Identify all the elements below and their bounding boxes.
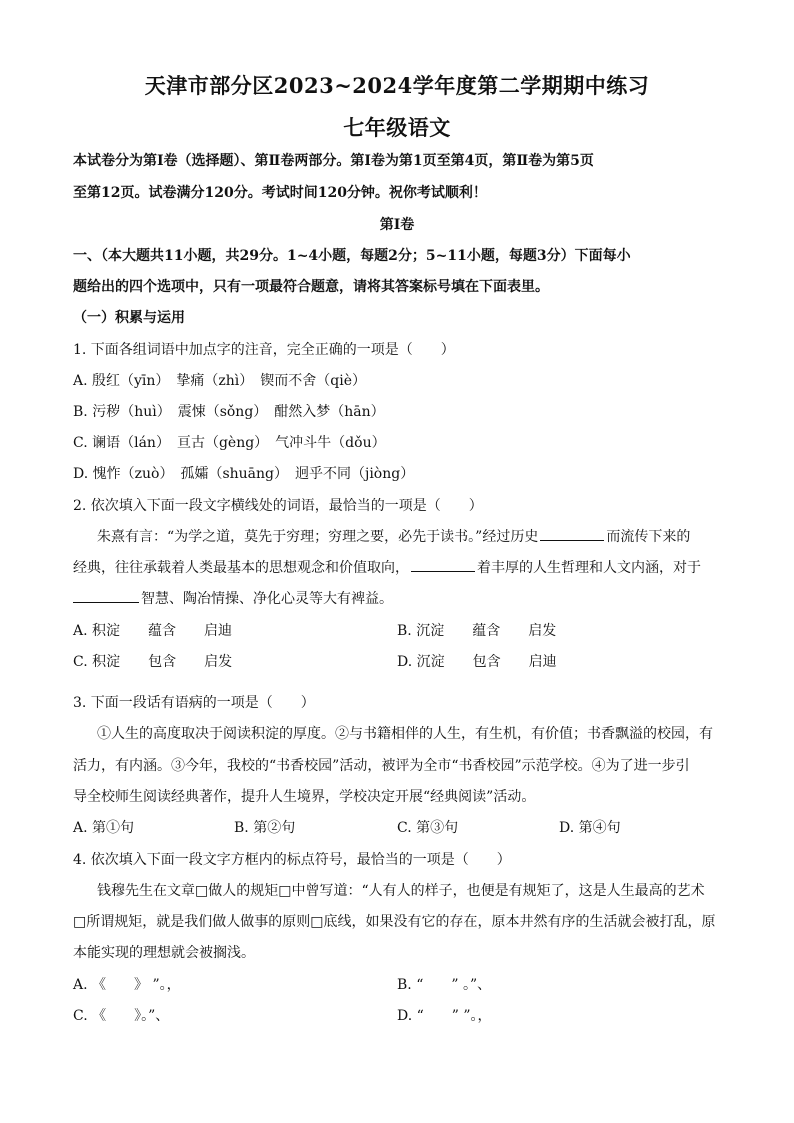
subsection-heading: （一）积累与运用 bbox=[73, 310, 185, 326]
q2-passage-text: 朱熹有言：“为学之道，莫先于穷理；穷理之要，必先于读书。”经过历史 bbox=[97, 529, 539, 545]
q2-passage-line-3 bbox=[73, 588, 723, 608]
q3-option-a: A. 第①句 bbox=[73, 820, 135, 836]
answer-blank bbox=[411, 559, 475, 572]
section-1-line-1: 一、（本大题共11小题，共29分。1~4小题，每题2分；5~11小题，每题3分）下面每小 bbox=[73, 248, 631, 264]
q3-passage-line-1: ①人生的高度取决于阅读积淀的厚度。②与书籍相伴的人生，有生机，有价值；书香飘溢的校园，有 bbox=[97, 726, 713, 742]
q1-option-c: C. 谰语（lán） 亘古（gèng） 气冲斗牛（dǒu） bbox=[73, 435, 386, 451]
q2-passage-line-2 bbox=[73, 557, 723, 577]
q2-passage-text: 而流传下来的 bbox=[606, 529, 691, 545]
q3-option-b: B. 第②句 bbox=[234, 820, 296, 836]
q2-option-c: C. 积淀 包含 启发 bbox=[73, 654, 233, 670]
q2-passage-text: 着丰厚的人生哲理和人文内涵，对于 bbox=[477, 560, 701, 576]
q4-option-d: D. “ ” ”。， bbox=[397, 1008, 492, 1024]
q2-option-a: A. 积淀 蕴含 启迪 bbox=[73, 623, 233, 639]
q4-passage-line-2: □所谓规矩，就是我们做人做事的原则□底线，如果没有它的存在，原本井然有序的生活就会被打乱，原 bbox=[73, 914, 716, 930]
q2-passage-text: 智慧、陶冶情操、净化心灵等大有裨益。 bbox=[141, 591, 393, 607]
q4-stem: 4. 依次填入下面一段文字方框内的标点符号，最恰当的一项是（ ） bbox=[73, 852, 511, 868]
q4-option-a: A. 《 》 ”。， bbox=[73, 977, 181, 993]
q3-passage-line-3: 导全校师生阅读经典著作，提升人生境界，学校决定开展“经典阅读”活动。 bbox=[73, 789, 536, 805]
q3-option-d: D. 第④句 bbox=[559, 820, 621, 836]
exam-subtitle: 七年级语文 bbox=[343, 115, 451, 140]
volume-heading: 第Ⅰ卷 bbox=[379, 217, 415, 233]
q4-passage-line-3: 本能实现的理想就会被搁浅。 bbox=[73, 945, 255, 961]
q2-passage-text: 经典，往往承载着人类最基本的思想观念和价值取向， bbox=[73, 560, 409, 576]
answer-blank bbox=[540, 528, 604, 541]
q2-option-b: B. 沉淀 蕴含 启发 bbox=[397, 623, 557, 639]
section-1-line-2: 题给出的四个选项中，只有一项最符合题意，请将其答案标号填在下面表里。 bbox=[73, 279, 549, 295]
intro-line-2: 至第12页。试卷满分120分。考试时间120分钟。祝你考试顺利！ bbox=[73, 185, 487, 201]
q2-passage-line-1 bbox=[97, 526, 747, 546]
answer-blank bbox=[73, 590, 139, 603]
q1-option-b: B. 污秽（huì） 震悚（sǒng） 酣然入梦（hān） bbox=[73, 404, 385, 420]
q3-passage-line-2: 活力，有内涵。③今年，我校的“书香校园”活动，被评为全市“书香校园”示范学校。④为了进一步引 bbox=[73, 758, 690, 774]
q2-stem: 2. 依次填入下面一段文字横线处的词语，最恰当的一项是（ ） bbox=[73, 498, 483, 514]
q3-option-c: C. 第③句 bbox=[397, 820, 459, 836]
q4-option-b: B. “ ” 。”、 bbox=[397, 977, 492, 993]
exam-title: 天津市部分区2023~2024学年度第二学期期中练习 bbox=[144, 73, 650, 98]
q1-stem: 1. 下面各组词语中加点字的注音，完全正确的一项是（ ） bbox=[73, 342, 455, 358]
q2-option-d: D. 沉淀 包含 启迪 bbox=[397, 654, 557, 670]
intro-line-1: 本试卷分为第Ⅰ卷（选择题）、第Ⅱ卷两部分。第Ⅰ卷为第1页至第4页，第Ⅱ卷为第5页 bbox=[73, 153, 594, 169]
q1-option-a: A. 殷红（yīn） 挚痛（zhì） 锲而不舍（qiè） bbox=[73, 373, 367, 389]
q4-option-c: C. 《 》。”、 bbox=[73, 1008, 170, 1024]
q3-stem: 3. 下面一段话有语病的一项是（ ） bbox=[73, 695, 315, 711]
q1-option-d: D. 愧怍（zuò） 孤孀（shuāng） 迥乎不同（jiòng） bbox=[73, 466, 415, 482]
q4-passage-line-1: 钱穆先生在文章□做人的规矩□中曾写道：“人有人的样子，也便是有规矩了，这是人生最高的艺术 bbox=[97, 883, 705, 899]
